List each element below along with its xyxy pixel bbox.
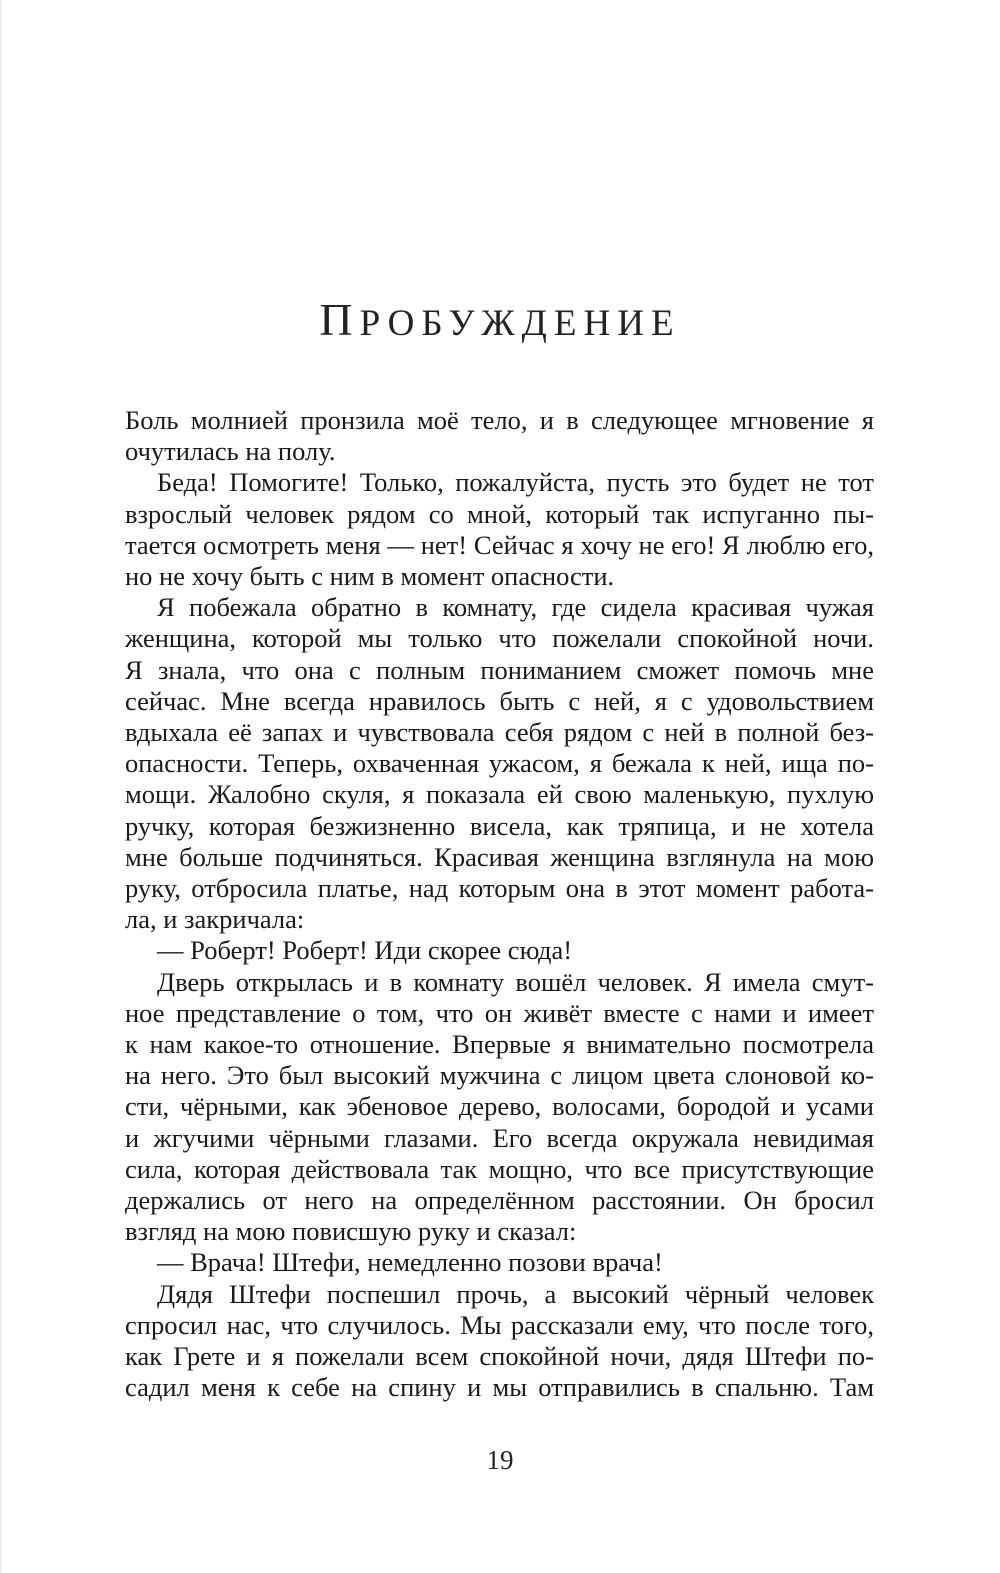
text-line: очутилась на полу. (125, 436, 336, 467)
text-line: спросил нас, что случилось. Мы рассказали ему, что после того, (125, 1309, 874, 1340)
chapter-title-rest: РОБУЖДЕНИЕ (359, 303, 681, 344)
text-line: ла, и закричала: (125, 904, 305, 935)
text-line: — Роберт! Роберт! Иди скорее сюда! (157, 935, 573, 966)
text-line: Боль молнией пронзила моё тело, и в следующее мгновение я (125, 405, 874, 435)
text-line: и жгучими чёрными глазами. Его всегда окружала невидимая (125, 1122, 874, 1153)
text-line: вдыхала её запах и чувствовала себя рядом с ней в полной без- (125, 717, 874, 748)
text-line: ное представление о том, что он живёт вместе с нами и имеет (125, 997, 874, 1028)
text-line: сила, которая действовала так мощно, что все присутствующие (125, 1153, 874, 1184)
text-line: тается осмотреть меня — нет! Сейчас я хочу не его! Я люблю его, (125, 529, 874, 560)
text-line: Я знала, что она с полным пониманием сможет помочь мне (125, 654, 874, 685)
text-line: руку, отбросила платье, над которым она в этот момент работа- (125, 873, 874, 904)
text-line: опасности. Теперь, охваченная ужасом, я бежала к ней, ища по- (125, 748, 874, 779)
text-line: держались от него на определённом расстоянии. Он бросил (125, 1185, 874, 1216)
page-edge (0, 0, 3, 1573)
text-line: на него. Это был высокий мужчина с лицом цвета слоновой ко- (125, 1060, 874, 1091)
text-line: мощи. Жалобно скуля, я показала ей свою маленькую, пухлую (125, 779, 874, 810)
text-line: мне больше подчиняться. Красивая женщина взглянула на мою (125, 841, 874, 872)
text-line: взгляд на мою повисшую руку и сказал: (125, 1216, 577, 1247)
text-line: как Грете и я пожелали всем спокойной ночи, дядя Штефи по- (125, 1341, 874, 1372)
text-line: сти, чёрными, как эбеновое дерево, волосами, бородой и усами (125, 1091, 874, 1122)
text-line: к нам какое-то отношение. Впервые я внимательно посмотрела (125, 1029, 874, 1060)
text-line: женщина, которой мы только что пожелали спокойной ночи. (125, 623, 874, 654)
body-text (125, 405, 874, 1404)
text-line: Дверь открылась и в комнату вошёл человек. Я имела смут- (157, 966, 874, 997)
text-line: сейчас. Мне всегда нравилось быть с ней, я с удовольствием (125, 685, 874, 716)
text-line: взрослый человек рядом со мной, который так испуганно пы- (125, 498, 874, 529)
text-line: но не хочу быть с ним в момент опасности. (125, 561, 615, 592)
text-line: Я побежала обратно в комнату, где сидела красивая чужая (157, 592, 874, 623)
text-line: Беда! Помогите! Только, пожалуйста, пусть это будет не тот (157, 467, 874, 498)
chapter-title (0, 293, 1000, 346)
text-line: садил меня к себе на спину и мы отправились в спальню. Там (125, 1372, 874, 1403)
text-line: — Врача! Штефи, немедленно позови врача! (157, 1247, 663, 1278)
page-number: 19 (486, 1445, 514, 1475)
text-line: ручку, которая безжизненно висела, как тряпица, и не хотела (125, 810, 874, 841)
text-line: Дядя Штефи поспешил прочь, а высокий чёрный человек (157, 1278, 874, 1309)
chapter-title-initial: П (319, 294, 360, 345)
